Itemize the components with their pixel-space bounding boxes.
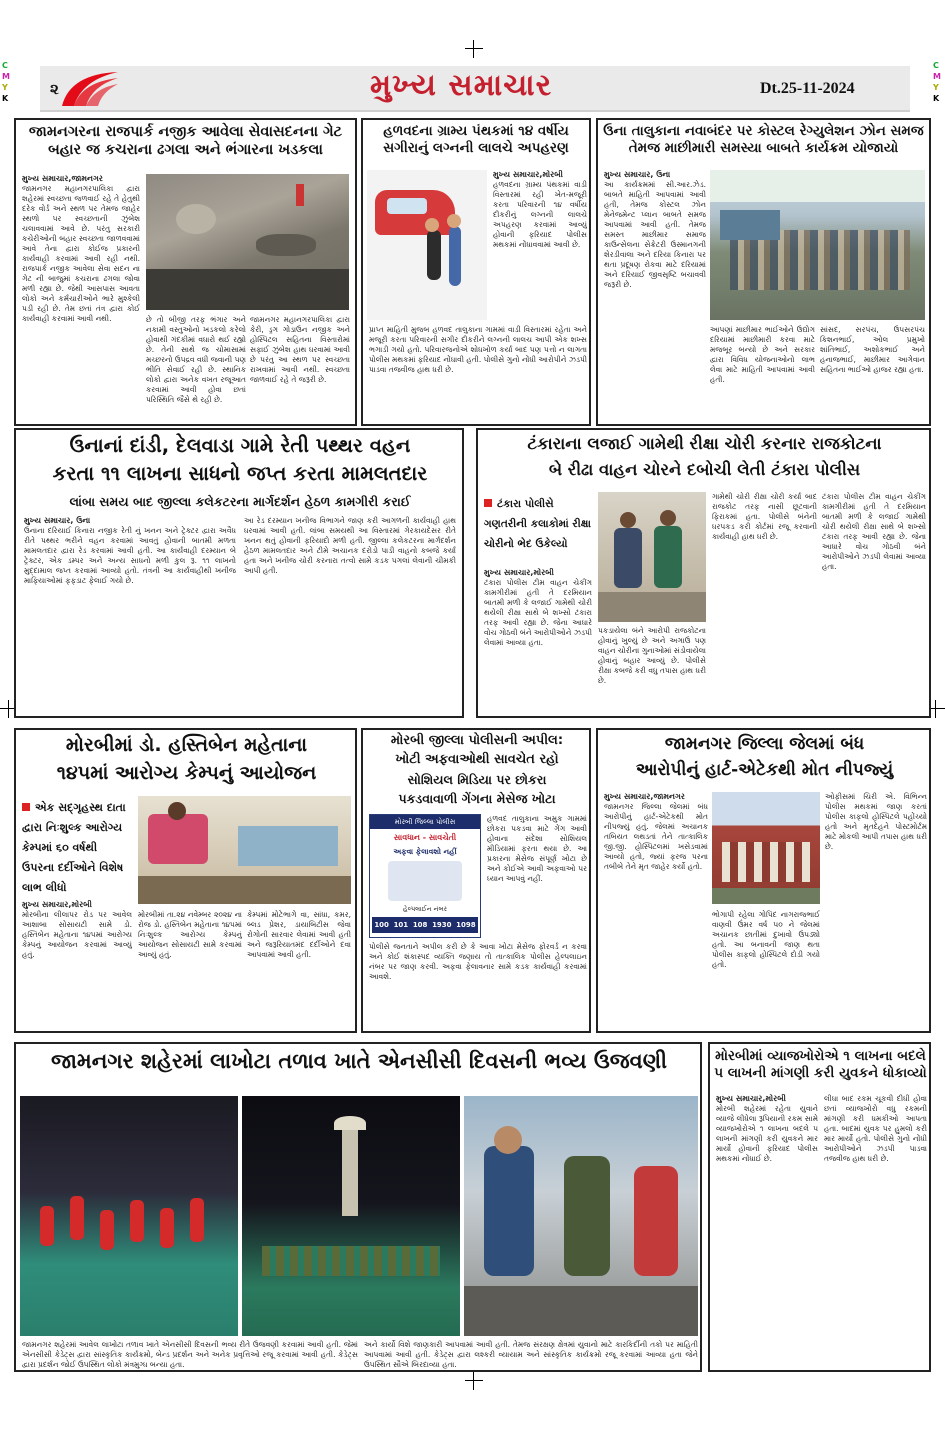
ncc-cadets-photo [464,1096,698,1336]
article-body [493,170,587,320]
body-text: મોરબીના લીલાપર રોડ પર આવેલ આશાબા સોસાયટી સામે ડો. હસ્તિબેન મહેતાના ૧૪૫માં આરોગ્ય કેમ્પનું આયોજન કરવામાં આવ્યું હતું. [22,910,132,959]
subheadline: લાંબા સમય બાદ જીલ્લા કલેકટરના માર્ગદર્શન હેઠળ કામગીરી કરાઈ [69,494,411,509]
body-text: જામનગર મહાનગરપાલિકા દ્વારા શહેરમાં સ્વચ્છતા જળવાઈ રહે તે હેતુથી દરેક વોર્ડ અને સ્થળ પર તેમજ જાહેર સ્થળો પર સ્વચ્છતાની ઝુંબેશ ચલાવવામાં આવે છે. પરંતુ સરકારી કચેરીઓની બહાર સ્વચ્છતા જાળવવામાં આવે તેના દ્વારા કોઈજ પ્રકારની કાર્યવાહી કરવામાં આવી રહી નથી. રાજપાર્ક નજીક આવેલા સેવા સદન ના ગેટ ની બાજુમાં કચરાના ઢગલા જોવા મળી રહ્યા છે. જેથી આસપાસ આવતા લોકો અને કર્મચારીઓને ભારે મુશ્કેલી પડી રહી છે. તેમ છતાં તંત્ર દ્વારા કોઈ કાર્યવાહી કરવામાં આવી નથી. [22,184,140,323]
body-col-2: અને કાર્યો વિશે જાણકારી આપવામાં આવી હતી. તેમજ સંરક્ષણ ક્ષેત્રમાં યુવાનો માટે કારકિર્દીની તકો પર માહિતી આપવામાં આવી હતી. કેડેટ્સ દ્વારા લશ્કરી વ્યાયામ અને સાંસ્કૃતિક કાર્યક્રમો રજૂ કરવામાં આવ્યા હતા જેને ઉપસ્થિત સૌએ બિરદાવ્યા હતા. [364,1340,698,1369]
body-col-3: સાંસદ, સરપંચ, ઉપસરપંચ કિશનભાઈ, ઓલ પ્રમુખો શાંતિભાઈ, અશોકભાઈ અને હનાજભાઈ, માછીમાર આગેવાન સહિતના ભાઈઓ હાજર રહ્યા હતા. [820,325,925,374]
byline: મુખ્ય સમાચાર,મોરબી [484,568,554,577]
article-jamnagar-jail [596,728,931,1033]
poster-title-2: અફવા ફેલાવશો નહીં [393,847,457,856]
article-body [484,568,592,714]
camp-photo [138,796,351,904]
body-col-2: છે તો બીજી તરફ ભંગાર અને નકામી વસ્તુઓનો ખડકલો કરેલો હોવાથી ગંદકીમાં વધારો થઈ રહ્યો છે. તેની સાથે જ ચોમાસામાં મચ્છરનો ઉપદ્રવ વધી જવાની પણ ભીતિ સેવાઈ રહી છે. સ્થાનિક લોકો દ્વારા અનેક વખત રજૂઆત કરવામાં આવી હોવા છતાં પરિસ્થિતિ જૈસે થે રહી છે. [146,315,246,404]
article-body [716,1094,818,1370]
byline: મુખ્ય સમાચાર,મોરબી [716,1094,786,1103]
sidehead [484,492,592,552]
headline: હળવદના ગ્રામ્ય પંથકમાં ૧૪ વર્ષીય સગીરાનું લગ્નની લાલચે અપહરણ [383,123,569,156]
body-wide: પ્રાપ્ત માહિતી મુજબ હળવદ તાલુકાના ગામમાં વાડી વિસ્તારમાં રહેતા અને મજૂરી કરતા પરિવારની સગીર દીકરીને લગ્નની લાલચ આપી એક શખ્સ ભગાડી ગયો હતો. પરિવારજનોએ શોધખોળ કર્યા બાદ પણ પત્તો ન લાગતા પોલીસ મથકમાં ફરિયાદ નોંધાવી હતી. પોલીસે ગુનો નોંધી આરોપીને ઝડપી પાડવા તજવીજ હાથ ધરી છે. [369,325,587,374]
dance-performance-photo [20,1096,238,1336]
article-morbi-usury [708,1042,931,1372]
headline-line-1: ટંકારાના લજાઈ ગામેથી રીક્ષા ચોરી કરનાર રાજકોટના [527,434,882,453]
body-col-4: ટંકારા પોલીસ ટીમ વાહન ચેકીંગ કામગીરીમાં હતી તે દરમિયાન બાતમી મળી કે લજાઈ ગામેથી ચોરી થયેલી રીક્ષા સાથે બે શખ્સો ટંકારા તરફ આવી રહ્યા છે. જેના આધારે વોચ ગોઠવી બંને આરોપીઓને ઝડપી લેવામાં આવ્યા હતા. [822,492,926,571]
headline-line-1: મોરબીમાં ડો. હસ્તિબેન મહેતાના [65,734,308,756]
byline: મુખ્ય સમાચાર, ઉના [24,516,91,525]
article-ncc-day [14,1042,702,1372]
headline-line-1: જામનગર જિલ્લા જેલમાં બંધ [664,734,865,754]
body-col-2: આ રેડ દરમ્યાન ખનીજ વિભાગને જાણ કરી આગળની કાર્યવાહી હાથ ધરવામાં આવી હતી. લાંબા સમયથી આ વિસ્તારમાં ગેરકાયદેસર રીતે ખનન થતું હોવાની ફરિયાદો મળી હતી. જીલ્લા કલેકટરના માર્ગદર્શન હેઠળ મામલતદાર અને ટીમે અચાનક દરોડો પાડી વાહનો કબજે કર્યા હતા અને ખનીજ ચોરી કરનારા તત્વો સામે કડક પગલાં લેવાની ચીમકી આપી હતી. [244,516,456,575]
body-text: ઉનાના દરિયાઈ કિનારા નજીક રેતી નું ખનન અને ટ્રેક્ટર દ્વારા અવૈધ રીતે પથ્થર ભરીને વહન કરવામાં આવતું હોવાની બાતમી મળતા મામલતદાર દ્વારા રેડ કરવામાં આવી હતી. આ કાર્યવાહી દરમ્યાન બે ટ્રેક્ટર, એક ડમ્પર અને અન્ય સાધનો મળી કુલ રૂ. ૧૧ લાખનો મુદ્દામાલ જપ્ત કરવામાં આવ્યો હતો. તંત્રની આ કાર્યવાહીથી ખનીજ માફિયાઓમાં ફફડાટ ફેલાઈ ગયો છે. [24,526,236,585]
helpline-number: 1930 [432,921,452,929]
byline: મુખ્ય સમાચાર,મોરબી [22,900,92,909]
headline-line-1: ઉનાનાં દાંડી, દેલવાડા ગામે રેતી પથ્થર વહન [69,434,411,457]
sidehead-text: ટંકારા પોલીસે ગણતરીની કલાકોમાં રીક્ષા ચોરીનો ભેદ ઉકેલ્યો [484,498,591,550]
sidehead-text: એક સદ્ગૃહસ્થ દાતા દ્વારા નિઃશુલ્ક આરોગ્ય કેમ્પમાં ૬૦ વર્ષથી ઉપરના દર્દીઓને વિશેષ લાભ લીધો [22,801,126,894]
article-body [604,170,706,420]
article-body [22,900,132,1030]
helpline-number: 1098 [456,921,476,929]
body-wide: પોલીસે જનતાને અપીલ કરી છે કે આવા ખોટા મેસેજ ફોરવર્ડ ન કરવા અને કોઈ શંકાસ્પદ વ્યક્તિ જણાય તો તાત્કાલિક પોલીસ હેલ્પલાઇન નંબર પર જાણ કરવી. અફવા ફેલાવનાર સામે કડક કાર્યવાહી કરવામાં આવશે. [369,942,587,981]
cmyk-mark-k-right: K [933,94,940,103]
crop-mark-bottom [465,1372,483,1390]
cmyk-mark-y-right: Y [933,83,939,92]
body-col-3: જામનગર મહાનગરપાલિકા દ્વારા કેરી, ડ્રગ ગોડાઉન નજીક અને હોસ્પિટલ સહિતના વિસ્તારોમાં સફાઈ ઝુંબેશ હાથ ધરવામાં આવી છે પરંતુ આ સ્થળ પર સ્વચ્છતા રાખવામાં આવી નથી. સ્વચ્છતા જાળવાઈ રહે તે જરૂરી છે. [250,315,350,384]
meeting-photo [710,170,925,320]
headline-line-1: મોરબી જીલ્લા પોલીસની અપીલ: [390,733,564,748]
article-morbi-camp [14,728,357,1033]
issue-date: Dt.25-11-2024 [760,80,855,97]
poster-org: મોરબી જિલ્લા પોલીસ [370,815,480,829]
body-col-2: ભોગાપી રહેલા ગોપિંદ નાગરાજભાઈ વાણવી ઉંમર વર્ષ ૫૦ ને જેલમાં અચાનક છાતીમાં દુખાવો ઉપડ્યો હતો. આ બનાવની જાણ થતા પોલીસ કાફલો હોસ્પિટલે દોડી ગયો હતો. [712,910,820,969]
cmyk-mark-y: Y [2,83,8,92]
headline-line-2: ૧૪૫માં આરોગ્ય કેમ્પનું આયોજન [56,762,317,784]
headline-line-2: આરોપીનું હાર્ટ-એટેકથી મોત નીપજ્યું [635,760,894,780]
police-badge-icon [388,861,462,901]
article-halvad [361,118,591,426]
article-body [604,792,708,1030]
cmyk-mark-m-right: M [933,72,941,81]
body-col-2: લીધા બાદ રકમ ચૂકવી દીધી હોવા છતાં વ્યાજખોરો વધુ રકમની માંગણી કરી ધમકીઓ આપતા હતા. બાદમાં યુવક પર હુમલો કરી માર માર્યો હતો. પોલીસે ગુનો નોંધી આરોપીઓને ઝડપી પાડવા તજવીજ હાથ ધરી છે. [824,1094,927,1163]
headline-line-2: કરતા ૧૧ લાખના સાધનો જપ્ત કરતા મામલતદાર [52,462,428,485]
headline-line-2: ખોટી અફવાઓથી સાવચેત રહો [395,752,559,767]
page-number: ૨ [50,80,59,98]
body-col-2: આપણાં માછીમાર ભાઈઓને ઉદ્યોગ દરિયામાં માછીમારી કરવા માટે મજબૂર બન્યો છે અને સરકાર દ્વારા વિવિધ યોજનાઓનો લાભ લેવા માટે માહિતી આપવામાં આવી હતી. [710,325,815,384]
poster-helpline-label: હેલ્પલાઈન નંબર [402,905,448,913]
body-col-2: પકડાયેલા બંને આરોપી રાજકોટના હોવાનું ખુલ્યું છે અને અગાઉ પણ વાહન ચોરીના ગુનાઓમાં સંડોવાયેલા હોવાનું બહાર આવ્યું છે. પોલીસે રીક્ષા કબજે કરી વધુ તપાસ હાથ ધરી છે. [598,626,706,685]
body-text: ટંકારા પોલીસ ટીમ વાહન ચેકીંગ કામગીરીમાં હતી તે દરમિયાન બાતમી મળી કે લજાઈ ગામેથી ચોરી થયેલી રીક્ષા સાથે બે શખ્સો ટંકારા તરફ આવી રહ્યા છે. જેના આધારે વોચ ગોઠવી બંને આરોપીઓને ઝડપી લેવામાં આવ્યા હતા. [484,578,592,647]
body-col-3: કેમ્પમાં મોટેભાગે વા, સાંધા, કમર, બ્લડ પ્રેશર, ડાયાબિટીસ જેવા રોગોની સારવાર લેવામાં આવી હતી અને જરૂરિયાતમંદ દર્દીઓને દવા આપવામાં આવી હતી. [247,910,351,959]
section-title: મુખ્ય સમાચાર [370,68,553,103]
helpline-number: 100 [374,921,389,929]
body-text: હળવદના ગ્રામ્ય પંથકમાં વાડી વિસ્તારમાં રહી ખેત-મજૂરી કરતા પરિવારની ૧૪ વર્ષીય દીકરીનું લગ્નની લાલચે અપહરણ કરવામાં આવ્યું હોવાની ફરિયાદ પોલીસ મથકમાં નોંધાવવામાં આવી છે. [493,180,587,249]
logo-swoosh-icon [60,70,120,108]
police-advisory-poster [369,814,481,938]
headline-line-2: બે રીઢા વાહન ચોરને દબોચી લેતી ટંકારા પોલીસ [548,460,861,479]
garbage-photo [146,174,349,310]
helpline-numbers [372,917,478,933]
headline: જામનગર શહેરમાં લાખોટા તળાવ ખાતે એનસીસી દિવસની ભવ્ય ઉજવણી [50,1049,668,1073]
body-col-3: ઓફીસમાં ચિરી એ. વિભિન્ન પોલીસ મથકમાં જાણ કરતાં પોલીસ કાફલો હોસ્પિટલે પહોંચ્યો હતો અને મૃતદેહને પોસ્ટમોર્ટમ માટે મોકલી આપી તપાસ હાથ ધરી છે. [825,792,927,851]
ncc-parade-photo [242,1096,460,1336]
body-col-3: ગામેથી ચોરી રીક્ષા ચોરી કર્યા બાદ રાજકોટ તરફ નાસી છૂટવાની ફિરાકમાં હતા. પોલીસે બંનેની ધરપકડ કરી કોર્ટમાં રજૂ કરવાની કાર્યવાહી હાથ ધરી છે. [712,492,817,541]
poster-title-1: સાવધાન - સાવચેતી [393,833,457,842]
byline: મુખ્ય સમાચાર, ઉના [604,170,671,179]
headline: મોરબીમાં વ્યાજખોરોએ ૧ લાખના બદલે ૫ લાખની માંગણી કરી યુવકને ધોકાવ્યો [714,1048,927,1081]
bullet-square-icon [22,803,30,811]
article-body [22,174,140,424]
kidnap-illustration [367,170,487,320]
byline: મુખ્ય સમાચાર,મોરબી [493,170,563,179]
subheadline-1: સોશિયલ મિડિયા પર છોકરા [407,772,547,787]
body-text: જામનગર જિલ્લા જેલમાં બંધ આરોપીનું હાર્ટ-એટેકથી મોત નીપજ્યું હતું. જેલમાં અચાનક તબિયત લથડતાં તેને તાત્કાલિક જી.જી. હોસ્પિટલમાં ખસેડવામાં આવ્યો હતો, જ્યાં ફરજ પરના તબીબે તેને મૃત જાહેર કર્યો હતો. [604,802,708,871]
cmyk-mark-c-right: C [933,61,939,70]
crop-mark-top [465,40,483,58]
article-una-sand [14,428,464,718]
article-jamnagar-gate [14,118,357,426]
body-text: મોરબી શહેરમાં રહેતા યુવાને વ્યાજે લીધેલા રૂપિયાની રકમ સામે વ્યાજખોરોએ ૧ લાખના બદલે ૫ લાખની માંગણી કરી યુવકને માર માર્યો હોવાની ફરિયાદ પોલીસ મથકમાં નોંધાઈ છે. [716,1104,818,1163]
headline: ઉના તાલુકાના નવાબંદર પર કોસ્ટલ રેગ્યુલેશન ઝોન સમજ તેમજ માછીમારી સમસ્યા બાબતે કાર્યક્રમ યોજાયો [603,123,924,156]
article-morbi-police [361,728,591,1033]
cmyk-mark-c: C [2,61,8,70]
helpline-number: 101 [393,921,409,929]
article-una-navabandar [596,118,931,426]
cmyk-mark-m: M [2,72,10,81]
bullet-square-icon [484,499,492,507]
byline: મુખ્ય સમાચાર,જામનગર [604,792,685,801]
article-body [24,516,236,714]
byline: મુખ્ય સમાચાર,જામનગર [22,174,103,183]
subheadline-2: પકડવાવાળી ગેંગના મેસેજ ખોટા [398,791,556,806]
sidehead [22,796,132,896]
body-col-2: મોરબીમાં તા.૨૪ નવેમ્બર ૨૦૨૪ ના રોજ ડો. હસ્તિબેન મહેતાના ૧૪૫માં નિઃશુલ્ક આરોગ્ય કેમ્પનું આયોજન સોસાયટી સામે કરવામાં આવ્યું હતું. [138,910,242,959]
cmyk-mark-k: K [2,94,9,103]
headline: જામનગરના રાજપાર્ક નજીક આવેલા સેવાસદનના ગેટ બહાર જ કચરાના ઢગલા અને ભંગારના ખડકલા [28,124,343,159]
article-body: જામનગર શહેરમાં આવેલ લાખોટા તળાવ ખાતે એનસીસી દિવસની ભવ્ય રીતે ઉજવણી કરવામાં આવી હતી. જેમાં એનસીસી કેડેટ્સ દ્વારા સાંસ્કૃતિક કાર્યક્રમો, બેન્ડ પ્રદર્શન અને અનેક પ્રવૃત્તિઓ રજૂ કરવામાં આવી હતી. કેડેટ્સ દ્વારા પ્રદર્શન જોઈ ઉપસ્થિત લોકો મંત્રમુગ્ધ બન્યા હતા. [22,1340,358,1369]
body-text: આ કાર્યક્રમમાં સી.આર.ઝેડ. બાબતે માહિતી આપવામાં આવી હતી, તેમજ કોસ્ટલ ઝોન મેનેજમેન્ટ પ્લાન બાબતે સમજ આપવામાં આવી હતી. તેમજ સમસ્ત માછીમાર સમાજ કાઉન્સેલના સેક્રેટરી ઉસ્માનગની શેરડીવાલા અને દરિયા કિનારા પર થતા પ્રદૂષણ રોકવા માટે દરિયામાં અને દરિયાઈ જીવસૃષ્ટિ બચાવવી જરૂરી છે. [604,180,706,289]
article-body: હળવદ તાલુકાના અમુક ગામમાં છોકરા પકડવા માટે ગેંગ આવી હોવાના સંદેશા સોશિયલ મીડિયામાં ફરતા થયા છે. આ પ્રકારના મેસેજ સંપૂર્ણ ખોટા છે અને કોઈએ આવી અફવાઓ પર ધ્યાન આપવું નહીં. [487,814,587,883]
jail-building-photo [712,792,820,904]
accused-photo [598,492,706,622]
helpline-number: 108 [412,921,428,929]
article-tankara [476,428,931,718]
